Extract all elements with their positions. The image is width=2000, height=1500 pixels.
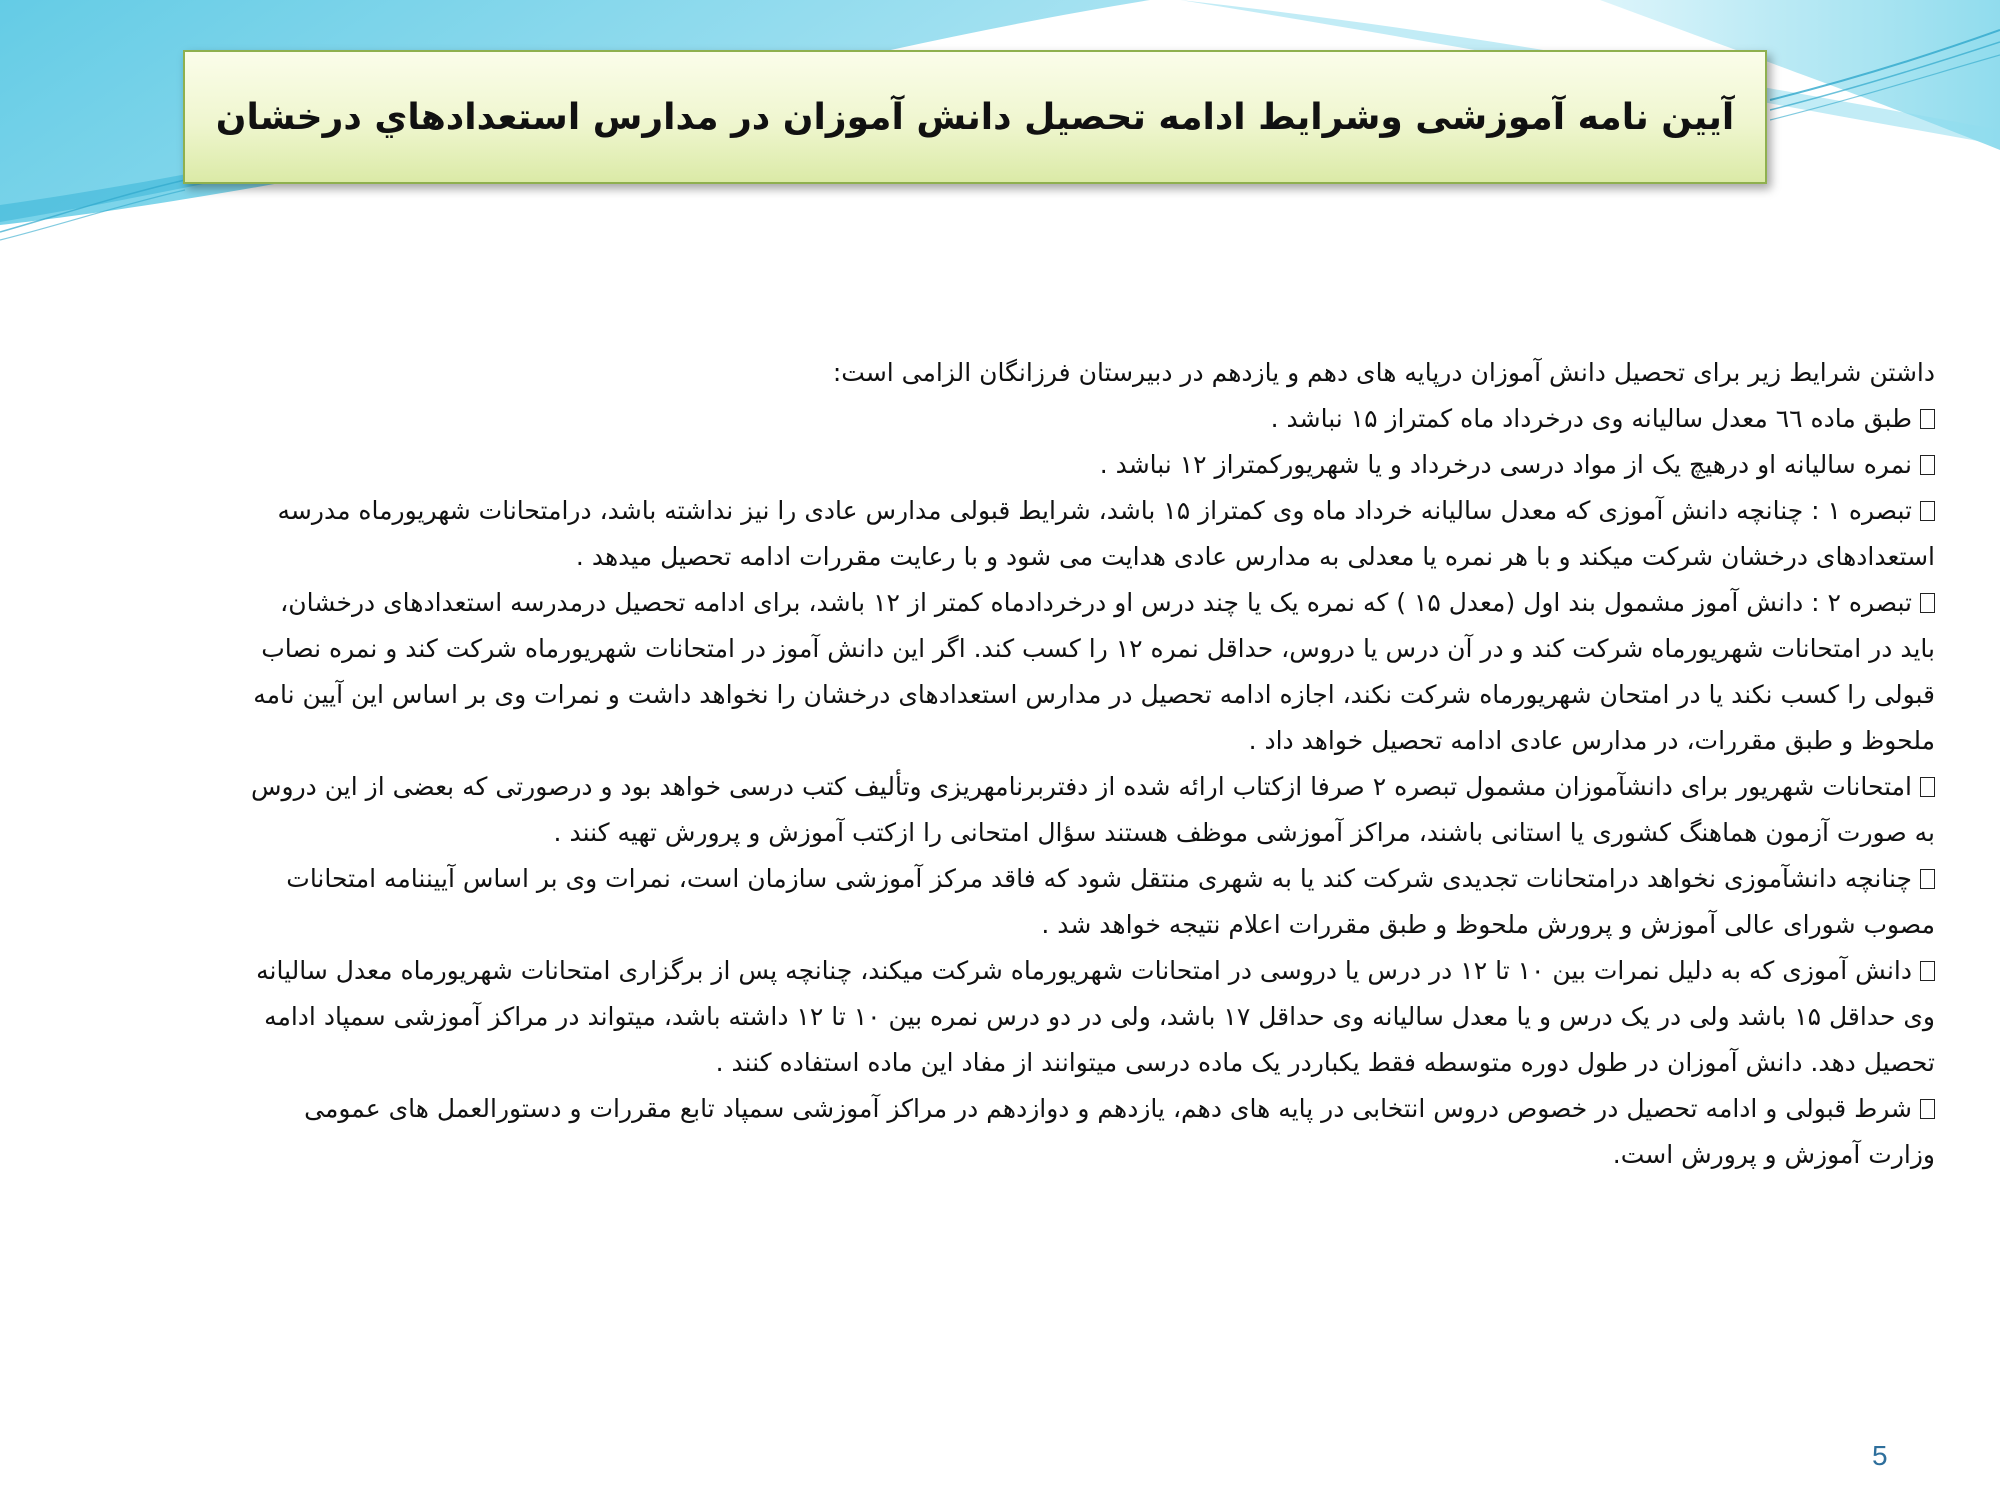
checkbox-bullet-icon	[1920, 777, 1935, 797]
list-item	[250, 1086, 1935, 1178]
intro-paragraph: داشتن شرایط زیر برای تحصیل دانش آموزان درپایه های دهم و یازدهم در دبیرستان فرزانگان الزامی است:	[832, 358, 1935, 387]
checkbox-bullet-icon	[1920, 501, 1935, 521]
list-item	[250, 856, 1935, 948]
list-item	[250, 580, 1935, 764]
list-item-text: نمره سالیانه او درهیچ یک از مواد درسی درخرداد و یا شهریورکمتراز ۱۲ نباشد .	[1099, 450, 1912, 479]
checkbox-bullet-icon	[1920, 869, 1935, 889]
list-item	[250, 488, 1935, 580]
list-item	[250, 442, 1935, 488]
list-item	[250, 396, 1935, 442]
slide-title: آیین نامه آموزشی وشرایط ادامه تحصیل دانش آموزان در مدارس استعدادهاي درخشان	[215, 96, 1735, 138]
list-item-text: تبصره ۱ : چنانچه دانش آموزی که معدل سالیانه خرداد ماه وی کمتراز ۱۵ باشد، شرایط قبولی مدارس عادی را نیز نداشته باشد، درامتحانات شهریورماه مدرسه استعدادهای درخشان شرکت میکند و با هر نمره یا معدلی به مدارس عادی هدایت می شود و با رعایت مقررات ادامه تحصیل میدهد .	[277, 496, 1935, 571]
list-item	[250, 764, 1935, 856]
title-box	[183, 50, 1767, 184]
list-item-text: طبق ماده ٦٦ معدل سالیانه وی درخرداد ماه کمتراز ۱۵ نباشد .	[1270, 404, 1912, 433]
checkbox-bullet-icon	[1920, 593, 1935, 613]
list-item-text: تبصره ۲ : دانش آموز مشمول بند اول (معدل ۱۵ ) که نمره یک یا چند درس او درخردادماه کمتر از ۱۲ باشد، برای ادامه تحصیل درمدرسه استعدادهای درخشان، باید در امتحانات شهریورماه شرکت کند و در آن درس یا دروس، حداقل نمره ۱۲ را کسب کند. اگر این دانش آموز در امتحانات شهریورماه شرکت کند و نمره نصاب قبولی را کسب نکند یا در امتحان شهریورماه شرکت نکند، اجازه ادامه تحصیل در مدارس استعدادهای درخشان را نخواهد داشت و نمرات وی بر اساس این آیین نامه ملحوظ و طبق مقررات، در مدارس عادی ادامه تحصیل خواهد داد .	[253, 588, 1935, 755]
list-item-text: دانش آموزی که به دلیل نمرات بین ۱۰ تا ۱۲ در درس یا دروسی در امتحانات شهریورماه شرکت میکند، چنانچه پس از برگزاری امتحانات شهریورماه معدل سالیانه وی حداقل ۱۵ باشد ولی در یک درس و یا معدل سالیانه وی حداقل ۱۷ باشد، ولی در دو درس نمره بین ۱۰ تا ۱۲ داشته باشد، میتواند در مراکز آموزشی سمپاد ادامه تحصیل دهد. دانش آموزان در طول دوره متوسطه فقط یکباردر یک ماده درسی میتوانند از مفاد این ماده استفاده کنند .	[256, 956, 1935, 1077]
checkbox-bullet-icon	[1920, 961, 1935, 981]
checkbox-bullet-icon	[1920, 455, 1935, 475]
list-item-text: چنانچه دانشآموزی نخواهد درامتحانات تجدیدی شرکت کند یا به شهری منتقل شود که فاقد مرکز آموزشی سازمان است، نمرات وی بر اساس آییننامه امتحانات مصوب شورای عالی آموزش و پرورش ملحوظ و طبق مقررات اعلام نتیجه خواهد شد .	[286, 864, 1935, 939]
checkbox-bullet-icon	[1920, 1099, 1935, 1119]
list-item-text: شرط قبولی و ادامه تحصیل در خصوص دروس انتخابی در پایه های دهم، یازدهم و دوازدهم در مراکز آموزشی سمپاد تابع مقررات و دستورالعمل های عمومی وزارت آموزش و پرورش است.	[304, 1094, 1935, 1169]
page-number: 5	[1872, 1440, 1888, 1471]
list-item-text: امتحانات شهریور برای دانشآموزان مشمول تبصره ۲ صرفا ازکتاب ارائه شده از دفتربرنامهریزی وتألیف کتب درسی خواهد بود و درصورتی که بعضی از این دروس به صورت آزمون هماهنگ کشوری یا استانی باشند، مراکز آموزشی موظف هستند سؤال امتحانی را ازکتب آموزش و پرورش تهیه کنند .	[251, 772, 1935, 847]
body-text	[250, 350, 1935, 1300]
checkbox-bullet-icon	[1920, 409, 1935, 429]
list-item	[250, 948, 1935, 1086]
